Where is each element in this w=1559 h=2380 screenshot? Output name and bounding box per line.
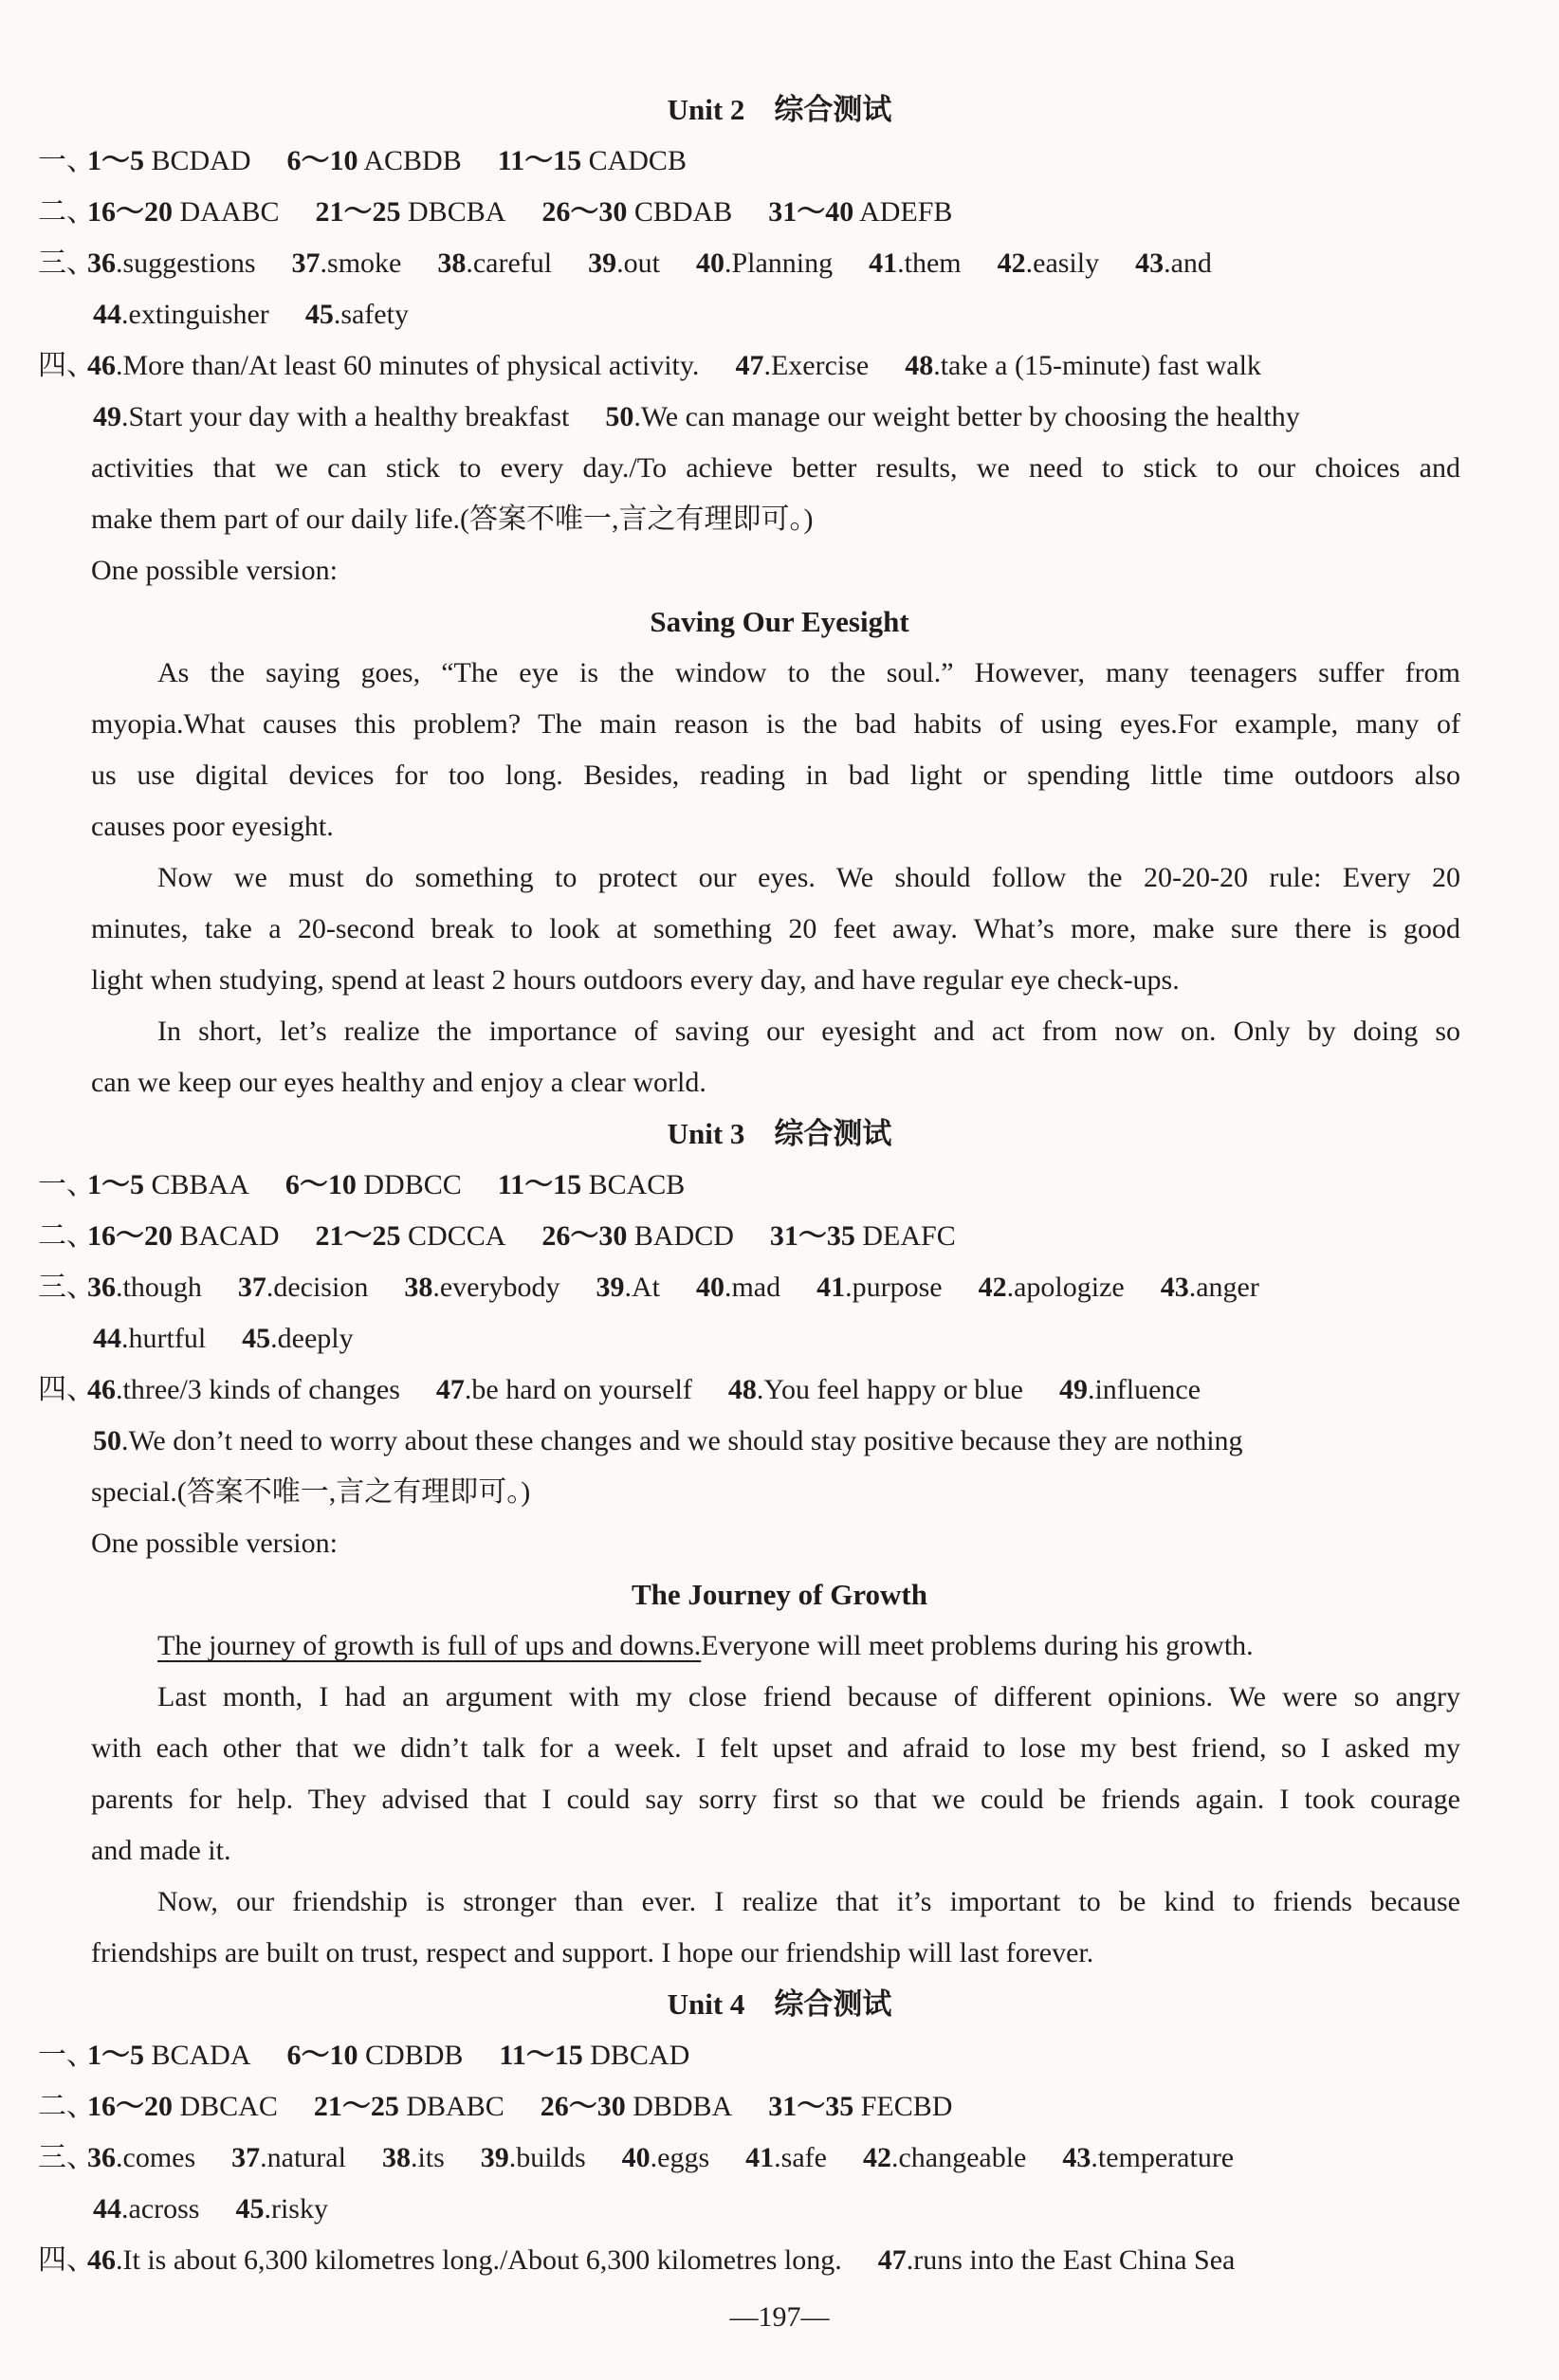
unit2-essay-line: As the saying goes, “The eye is the window to the soul.” However, many teenagers suffer from [157,657,1460,688]
unit2-essay-line: In short, let’s realize the importance of saving our eyesight and act from now on. Only by doing so [157,1016,1460,1047]
unit2-essay-line: can we keep our eyes healthy and enjoy a clear world. [91,1067,706,1098]
unit3-essay-line: with each other that we didn’t talk for a week. I felt upset and afraid to lose my best friend, so I asked my [91,1732,1460,1764]
unit2-essay-line: minutes, take a 20-second break to look at something 20 feet away. What’s more, make sure there is good [91,913,1460,944]
unit4-section2: 二、16～20 DBCAC 21～25 DBABC 26～30 DBDBA 31～35 FECBD [38,2091,953,2122]
unit2-section4-row3: activities that we can stick to every day./To achieve better results, we need to stick to our choices and [91,452,1460,484]
page-number: —197— [729,2301,830,2333]
unit2-essay-line: light when studying, spend at least 2 hours outdoors every day, and have regular eye check-ups. [91,964,1180,996]
unit3-version-label: One possible version: [91,1528,338,1559]
unit3-section2: 二、16～20 BACAD 21～25 CDCCA 26～30 BADCD 31～35 DEAFC [38,1220,956,1252]
unit4-title: Unit 4 综合测试 [667,1987,892,2021]
unit4-section1: 一、1～5 BCADA 6～10 CDBDB 11～15 DBCAD [38,2040,690,2071]
unit3-section4-row3: special.(答案不唯一,言之有理即可。) [91,1476,531,1508]
unit2-section3-row2: 44.extinguisher 45.safety [93,299,409,330]
unit3-essay-line: Last month, I had an argument with my close friend because of different opinions. We were so angry [157,1681,1460,1712]
unit2-section3-row1: 三、36.suggestions 37.smoke 38.careful 39.out 40.Planning 41.them 42.easily 43.and [38,247,1212,279]
unit4-section3-row1: 三、36.comes 37.natural 38.its 39.builds 40.eggs 41.safe 42.changeable 43.temperature [38,2142,1235,2173]
unit2-section1: 一、1～5 BCDAD 6～10 ACBDB 11～15 CADCB [38,145,687,176]
unit2-title: Unit 2 综合测试 [667,93,892,126]
unit2-essay-line: us use digital devices for too long. Besides, reading in bad light or spending little time outdoors also [91,760,1460,791]
unit2-section2: 二、16～20 DAABC 21～25 DBCBA 26～30 CBDAB 31～40 ADEFB [38,196,953,228]
unit3-title: Unit 3 综合测试 [667,1117,892,1150]
unit3-section4-row1: 四、46.three/3 kinds of changes 47.be hard on yourself 48.You feel happy or blue 49.influence [38,1374,1201,1405]
unit2-section4-row4: make them part of our daily life.(答案不唯一,言之有理即可。) [91,503,814,535]
unit3-essay-line: Now, our friendship is stronger than ever. I realize that it’s important to be kind to friends because [157,1886,1460,1917]
unit3-essay-line: parents for help. They advised that I could say sorry first so that we could be friends again. I took courage [91,1784,1460,1815]
unit3-section3-row1: 三、36.though 37.decision 38.everybody 39.At 40.mad 41.purpose 42.apologize 43.anger [38,1272,1259,1303]
unit4-section4-row1: 四、46.It is about 6,300 kilometres long./About 6,300 kilometres long. 47.runs into the East China Sea [38,2244,1236,2276]
unit2-essay-line: causes poor eyesight. [91,811,334,842]
unit2-section4-row1: 四、46.More than/At least 60 minutes of physical activity. 47.Exercise 48.take a (15-minute) fast walk [38,350,1261,381]
unit2-version-label: One possible version: [91,555,338,586]
underlined-topic-sentence: The journey of growth is full of ups and downs. [157,1630,702,1661]
unit3-section3-row2: 44.hurtful 45.deeply [93,1323,354,1354]
unit3-essay-title: The Journey of Growth [631,1578,927,1611]
unit3-section1: 一、1～5 CBBAA 6～10 DDBCC 11～15 BCACB [38,1169,686,1200]
unit2-essay-line: myopia.What causes this problem? The main reason is the bad habits of using eyes.For example, many of [91,708,1460,740]
unit4-section3-row2: 44.across 45.risky [93,2193,328,2224]
unit3-section4-row2: 50.We don’t need to worry about these changes and we should stay positive because they are nothing [93,1425,1243,1456]
unit3-essay-line: friendships are built on trust, respect and support. I hope our friendship will last forever. [91,1937,1094,1968]
unit2-essay-line: Now we must do something to protect our eyes. We should follow the 20-20-20 rule: Every 20 [157,862,1460,893]
unit3-essay-line: The journey of growth is full of ups and downs.Everyone will meet problems during his growth. [157,1630,1254,1661]
unit3-essay-line: and made it. [91,1835,231,1866]
unit2-section4-row2: 49.Start your day with a healthy breakfast 50.We can manage our weight better by choosing the healthy [93,401,1300,432]
unit2-essay-title: Saving Our Eyesight [650,605,909,638]
